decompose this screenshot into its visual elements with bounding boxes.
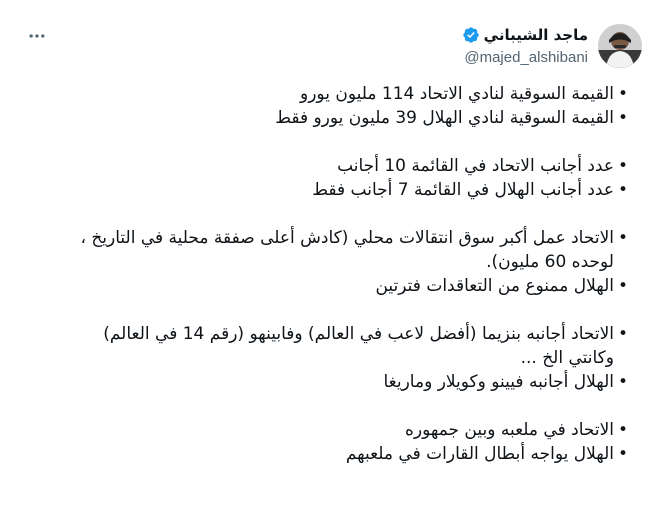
bullet-line	[60, 418, 628, 442]
spacer	[60, 202, 628, 226]
spacer	[60, 130, 628, 154]
tweet-header	[16, 18, 642, 74]
bullet: •	[617, 276, 628, 296]
continuation-line: لوحده 60 مليون).	[486, 252, 614, 272]
bullet: •	[617, 180, 628, 200]
bullet: •	[617, 372, 628, 392]
spacer	[60, 298, 628, 322]
bullet: •	[617, 84, 628, 104]
line-text: الهلال يواجه أبطال القارات في ملعبهم	[345, 444, 614, 464]
bullet-line	[60, 154, 628, 178]
line-text: القيمة السوقية لنادي الهلال 39 مليون يورو فقط	[275, 108, 614, 128]
handle[interactable]: @majed_alshibani	[464, 49, 588, 66]
bullet-line	[60, 178, 628, 202]
bullet-line	[60, 322, 628, 346]
line-text: عدد أجانب الاتحاد في القائمة 10 أجانب	[337, 156, 614, 176]
bullet-line	[60, 274, 628, 298]
line-text: عدد أجانب الهلال في القائمة 7 أجانب فقط	[312, 180, 614, 200]
tweet-text	[60, 82, 628, 466]
line-text: الهلال ممنوع من التعاقدات فترتين	[375, 276, 614, 296]
bullet-line	[60, 370, 628, 394]
continuation-line: وكانتي الخ ...	[520, 348, 614, 368]
author-info	[462, 24, 588, 68]
line-text: الاتحاد عمل أكبر سوق انتقالات محلي (كادش أعلى صفقة محلية في التاريخ ،	[80, 228, 614, 248]
bullet-line	[60, 106, 628, 130]
avatar[interactable]	[598, 24, 642, 68]
line-text: الاتحاد أجانبه بنزيما (أفضل لاعب في العالم) وفابينهو (رقم 14 في العالم)	[103, 324, 614, 344]
bullet-line	[60, 442, 628, 466]
bullet: •	[617, 444, 628, 464]
bullet: •	[617, 228, 628, 248]
verified-badge-icon[interactable]	[462, 26, 480, 44]
name-row	[462, 24, 588, 46]
display-name[interactable]: ماجد الشيباني	[483, 26, 588, 44]
bullet: •	[617, 156, 628, 176]
bullet-line	[60, 226, 628, 250]
spacer	[60, 394, 628, 418]
line-text: الهلال أجانبه فيينو وكويلار وماريغا	[383, 372, 614, 392]
avatar-image	[598, 24, 642, 68]
bullet: •	[617, 324, 628, 344]
bullet-line	[60, 82, 628, 106]
bullet: •	[617, 420, 628, 440]
more-horizontal-icon	[27, 26, 47, 46]
bullet: •	[617, 108, 628, 128]
line-text: الاتحاد في ملعبه وبين جمهوره	[404, 420, 614, 440]
more-options-button[interactable]	[22, 24, 52, 48]
line-text: القيمة السوقية لنادي الاتحاد 114 مليون يورو	[300, 84, 614, 104]
